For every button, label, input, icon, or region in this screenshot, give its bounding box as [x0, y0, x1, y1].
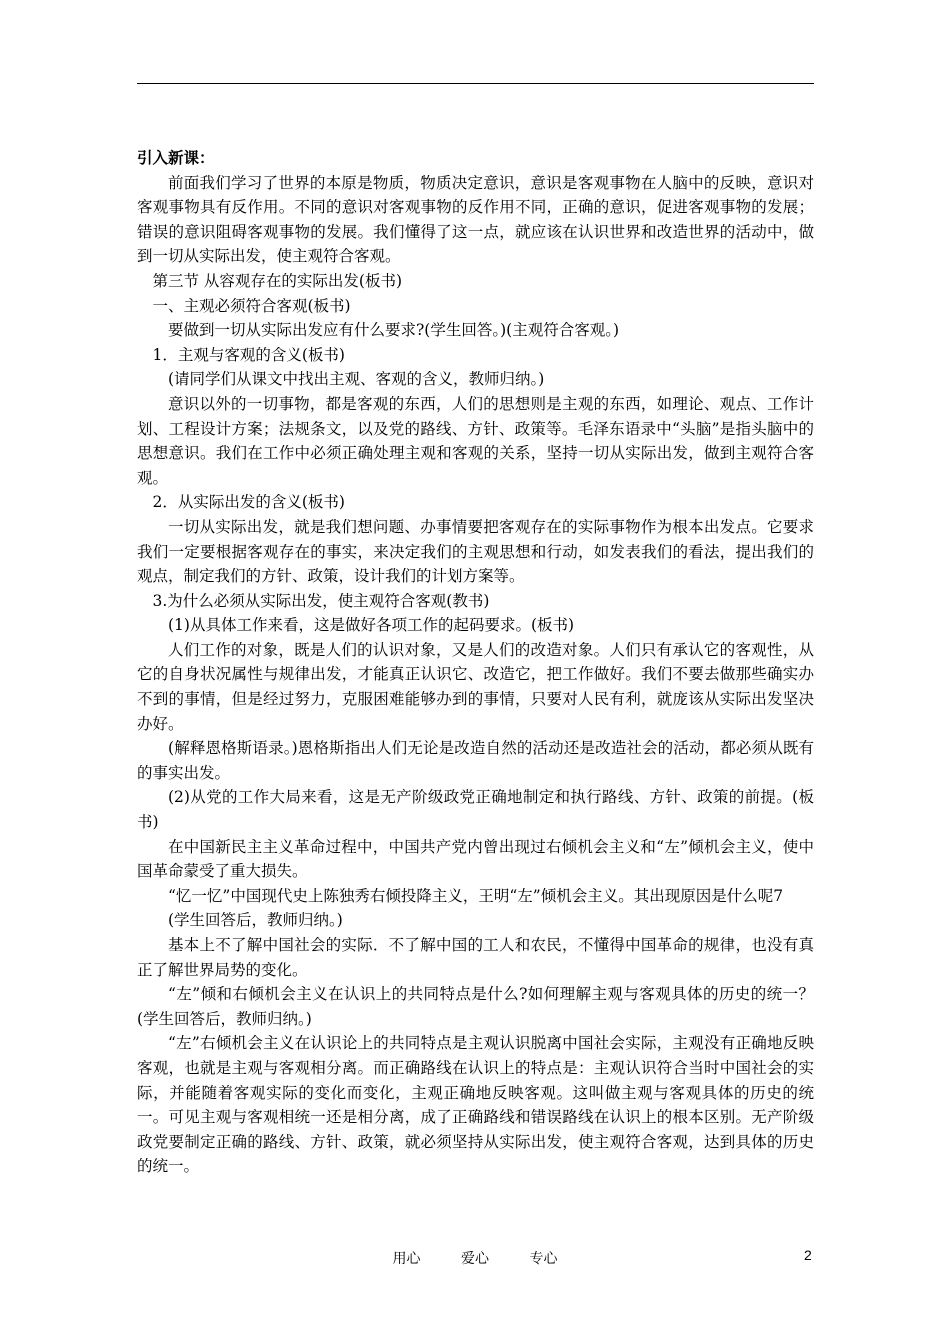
paragraph: 2．从实际出发的含义(板书) [152, 493, 345, 512]
paragraph: “左”右倾机会主义在认识论上的共同特点是主观认识脱离中国社会实际，主观没有正确地反映客观，也就是主观与客观相分离。而正确路线在认识上的特点是：主观认识符合当时中国社会的实际，并能随着客观实际的变化而变化，主观正确地反映客观。这叫做主观与客观具体的历史的统一。可见主观与客观相统一还是相分离，成了正确路线和错误路线在认识上的根本区别。无产阶级政党要制定正确的路线、方针、政策，就必须坚持从实际出发，使主观符合客观，达到具体的历史的统一。 [137, 1034, 814, 1176]
footer-word-3: 专心 [529, 1251, 558, 1267]
paragraph: (学生回答后，教师归纳。) [168, 911, 343, 930]
paragraph: 要做到一切从实际出发应有什么要求?(学生回答。)(主观符合客观。) [168, 321, 620, 340]
paragraph: (2)从党的工作大局来看，这是无产阶级政党正确地制定和执行路线、方针、政策的前提。(板书) [137, 788, 814, 832]
paragraph: 1．主观与客观的含义(板书) [152, 345, 345, 364]
paragraph: (1)从具体工作来看，这是做好各项工作的起码要求。(板书) [168, 616, 575, 635]
paragraph: “左”倾和右倾机会主义在认识上的共同特点是什么?如何理解主观与客观具体的历史的统一？(学生回答后，教师归纳。) [137, 985, 814, 1028]
paragraph: 第三节 从容观存在的实际出发(板书) [152, 271, 403, 290]
section-heading: 引入新课： [137, 149, 215, 167]
footer-word-1: 用心 [392, 1251, 421, 1267]
paragraph: 意识以外的一切事物，都是客观的东西，人们的思想则是主观的东西，如理论、观点、工作计划、工程设计方案；法规条文，以及党的路线、方针、政策等。毛泽东语录中“头脑”是指头脑中的思想意识。我们在工作中必须正确处理主观和客观的关系，坚持一切从实际出发，做到主观符合客观。 [137, 394, 814, 487]
paragraph: 基本上不了解中国社会的实际．不了解中国的工人和农民，不懂得中国革命的规律，也没有真正了解世界局势的变化。 [137, 936, 814, 979]
paragraph-list [137, 171, 814, 1179]
paragraph: 前面我们学习了世界的本原是物质，物质决定意识，意识是客观事物在人脑中的反映，意识对客观事物具有反作用。不同的意识对客观事物的反作用不同，正确的意识，促进客观事物的发展；错误的意识阻碍客观事物的发展。我们懂得了这一点，就应该在认识世界和改造世界的活动中，做到一切从实际出发，使主观符合客观。 [137, 173, 814, 266]
paragraph: 在中国新民主主义革命过程中，中国共产党内曾出现过右倾机会主义和“左”倾机会主义，使中国革命蒙受了重大损失。 [137, 837, 814, 881]
header-rule [137, 83, 814, 84]
paragraph: 3.为什么必须从实际出发，使主观符合客观(教书) [152, 591, 490, 610]
paragraph: (请同学们从课文中找出主观、客观的含义，教师归纳。) [168, 370, 545, 389]
paragraph: (解释恩格斯语录。)恩格斯指出人们无论是改造自然的活动还是改造社会的活动，都必须从既有的事实出发。 [137, 739, 814, 782]
footer-word-2: 爱心 [461, 1251, 489, 1267]
document-body [137, 146, 814, 1179]
page-number: 2 [804, 1247, 812, 1263]
paragraph: “忆一忆”中国现代史上陈独秀右倾投降主义，王明“左”倾机会主义。其出现原因是什么呢7 [168, 886, 784, 905]
paragraph: 一、主观必须符合客观(板书) [152, 296, 351, 315]
paragraph: 人们工作的对象，既是人们的认识对象，又是人们的改造对象。人们只有承认它的客观性，从它的自身状况属性与规律出发，才能真正认识它、改造它，把工作做好。我们不要去做那些确实办不到的事情，但是经过努力，克服困难能够办到的事情，只要对人民有利，就庞该从实际出发坚决办好。 [137, 640, 814, 733]
paragraph: 一切从实际出发，就是我们想问题、办事情要把客观存在的实际事物作为根本出发点。它要求我们一定要根据客观存在的事实，来决定我们的主观思想和行动，如发表我们的看法，提出我们的观点，制定我们的方针、政策，设计我们的计划方案等。 [137, 517, 814, 586]
